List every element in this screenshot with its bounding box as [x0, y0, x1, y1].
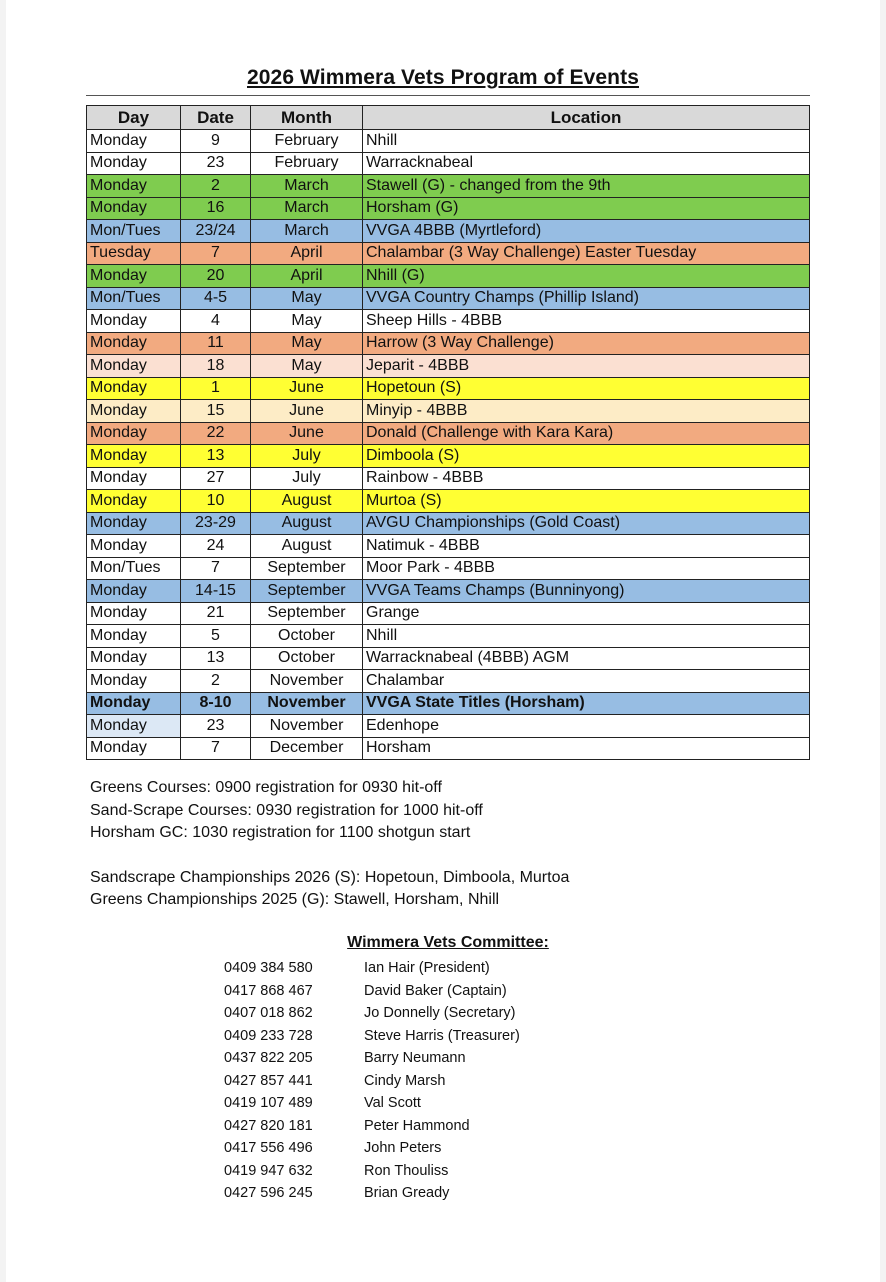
- title-divider: [86, 95, 810, 96]
- table-row: [87, 647, 810, 670]
- cell-location: VVGA State Titles (Horsham): [363, 692, 810, 715]
- cell-day: Monday: [87, 580, 181, 603]
- cell-month: November: [251, 715, 363, 738]
- cell-day: Monday: [87, 445, 181, 468]
- cell-day: Mon/Tues: [87, 220, 181, 243]
- table-row: [87, 490, 810, 513]
- cell-day: Monday: [87, 602, 181, 625]
- table-row: [87, 737, 810, 760]
- cell-date: 4-5: [181, 287, 251, 310]
- committee-member: [224, 1092, 520, 1115]
- member-name: Brian Gready: [364, 1185, 450, 1201]
- cell-date: 13: [181, 445, 251, 468]
- member-name: Ron Thouliss: [364, 1162, 449, 1179]
- table-row: [87, 467, 810, 490]
- cell-date: 8-10: [181, 692, 251, 715]
- cell-date: 9: [181, 130, 251, 153]
- cell-location: Nhill (G): [363, 265, 810, 288]
- member-name: David Baker (Captain): [364, 982, 507, 999]
- cell-month: November: [251, 692, 363, 715]
- cell-day: Monday: [87, 355, 181, 378]
- cell-location: Murtoa (S): [363, 490, 810, 513]
- member-name: Val Scott: [364, 1095, 421, 1111]
- cell-date: 14-15: [181, 580, 251, 603]
- cell-date: 16: [181, 197, 251, 220]
- cell-date: 7: [181, 737, 251, 760]
- cell-month: October: [251, 647, 363, 670]
- cell-month: April: [251, 265, 363, 288]
- events-table: [86, 105, 810, 760]
- cell-date: 24: [181, 535, 251, 558]
- table-row: [87, 377, 810, 400]
- cell-month: June: [251, 377, 363, 400]
- member-name: Cindy Marsh: [364, 1072, 446, 1089]
- table-row: [87, 625, 810, 648]
- cell-month: May: [251, 355, 363, 378]
- cell-date: 23: [181, 152, 251, 175]
- cell-day: Monday: [87, 625, 181, 648]
- member-name: Jo Donnelly (Secretary): [364, 1005, 516, 1021]
- cell-day: Monday: [87, 310, 181, 333]
- table-row: [87, 242, 810, 265]
- cell-date: 23-29: [181, 512, 251, 535]
- table-row: [87, 715, 810, 738]
- cell-location: Stawell (G) - changed from the 9th: [363, 175, 810, 198]
- committee-member: [224, 1002, 520, 1025]
- cell-date: 20: [181, 265, 251, 288]
- member-phone: 0409 233 728: [224, 1027, 313, 1044]
- committee-member: [224, 1115, 520, 1138]
- cell-date: 1: [181, 377, 251, 400]
- cell-month: August: [251, 512, 363, 535]
- cell-date: 2: [181, 175, 251, 198]
- cell-day: Monday: [87, 332, 181, 355]
- cell-day: Monday: [87, 535, 181, 558]
- cell-day: Mon/Tues: [87, 557, 181, 580]
- cell-month: August: [251, 535, 363, 558]
- cell-date: 2: [181, 670, 251, 693]
- table-row: [87, 512, 810, 535]
- cell-month: July: [251, 467, 363, 490]
- cell-day: Tuesday: [87, 242, 181, 265]
- cell-day: Monday: [87, 467, 181, 490]
- member-phone: 0427 820 181: [224, 1117, 313, 1134]
- table-row: [87, 332, 810, 355]
- note-sand-scrape-courses: Sand-Scrape Courses: 0930 registration for 1000 hit-off: [90, 801, 483, 819]
- cell-location: Chalambar: [363, 670, 810, 693]
- cell-location: Jeparit - 4BBB: [363, 355, 810, 378]
- table-header-row: [87, 106, 810, 130]
- notes-spacer: [90, 845, 569, 867]
- cell-date: 15: [181, 400, 251, 423]
- events-table-body: [87, 130, 810, 760]
- member-phone: 0407 018 862: [224, 1005, 313, 1021]
- cell-day: Monday: [87, 715, 181, 738]
- committee-title: Wimmera Vets Committee:: [347, 934, 549, 951]
- cell-location: Moor Park - 4BBB: [363, 557, 810, 580]
- cell-day: Monday: [87, 670, 181, 693]
- note-sandscrape-championships: Sandscrape Championships 2026 (S): Hopetoun, Dimboola, Murtoa: [90, 868, 570, 886]
- cell-day: Monday: [87, 400, 181, 423]
- committee-member: [224, 1070, 520, 1093]
- table-row: [87, 400, 810, 423]
- table-row: [87, 355, 810, 378]
- cell-month: June: [251, 422, 363, 445]
- member-name: Barry Neumann: [364, 1050, 466, 1066]
- cell-location: Natimuk - 4BBB: [363, 535, 810, 558]
- table-row: [87, 602, 810, 625]
- cell-day: Monday: [87, 647, 181, 670]
- cell-date: 10: [181, 490, 251, 513]
- member-name: John Peters: [364, 1140, 442, 1156]
- cell-month: November: [251, 670, 363, 693]
- cell-month: July: [251, 445, 363, 468]
- member-phone: 0419 107 489: [224, 1095, 313, 1111]
- cell-date: 7: [181, 557, 251, 580]
- cell-location: Rainbow - 4BBB: [363, 467, 810, 490]
- cell-location: Donald (Challenge with Kara Kara): [363, 422, 810, 445]
- cell-date: 23/24: [181, 220, 251, 243]
- member-phone: 0417 556 496: [224, 1140, 313, 1156]
- member-phone: 0427 596 245: [224, 1185, 313, 1201]
- cell-location: VVGA Teams Champs (Bunninyong): [363, 580, 810, 603]
- cell-day: Monday: [87, 377, 181, 400]
- note-greens-championships: Greens Championships 2025 (G): Stawell, Horsham, Nhill: [90, 891, 500, 908]
- cell-month: September: [251, 557, 363, 580]
- committee-member: [224, 1047, 520, 1070]
- cell-location: Chalambar (3 Way Challenge) Easter Tuesday: [363, 242, 810, 265]
- table-row: [87, 287, 810, 310]
- committee-member: [224, 980, 520, 1003]
- committee-member: [224, 957, 520, 980]
- table-row: [87, 152, 810, 175]
- cell-date: 22: [181, 422, 251, 445]
- cell-date: 5: [181, 625, 251, 648]
- cell-month: March: [251, 175, 363, 198]
- cell-day: Monday: [87, 175, 181, 198]
- cell-date: 21: [181, 602, 251, 625]
- cell-location: Horsham (G): [363, 197, 810, 220]
- note-greens-courses: Greens Courses: 0900 registration for 0930 hit-off: [90, 779, 442, 796]
- cell-location: Harrow (3 Way Challenge): [363, 332, 810, 355]
- cell-day: Mon/Tues: [87, 287, 181, 310]
- cell-month: September: [251, 602, 363, 625]
- cell-location: Nhill: [363, 130, 810, 153]
- cell-location: Sheep Hills - 4BBB: [363, 310, 810, 333]
- note-horsham-gc: Horsham GC: 1030 registration for 1100 shotgun start: [90, 824, 471, 841]
- header-date: Date: [181, 106, 251, 130]
- table-row: [87, 692, 810, 715]
- table-row: [87, 130, 810, 153]
- cell-date: 13: [181, 647, 251, 670]
- member-phone: 0409 384 580: [224, 960, 313, 976]
- header-location: Location: [363, 106, 810, 130]
- table-row: [87, 310, 810, 333]
- cell-month: May: [251, 287, 363, 310]
- cell-day: Monday: [87, 152, 181, 175]
- member-name: Ian Hair (President): [364, 960, 490, 976]
- committee-member: [224, 1137, 520, 1160]
- cell-day: Monday: [87, 130, 181, 153]
- cell-month: October: [251, 625, 363, 648]
- cell-location: VVGA Country Champs (Phillip Island): [363, 287, 810, 310]
- member-phone: 0419 947 632: [224, 1162, 313, 1179]
- cell-date: 4: [181, 310, 251, 333]
- cell-date: 11: [181, 332, 251, 355]
- table-row: [87, 175, 810, 198]
- cell-location: Warracknabeal (4BBB) AGM: [363, 647, 810, 670]
- cell-date: 23: [181, 715, 251, 738]
- table-row: [87, 580, 810, 603]
- cell-month: April: [251, 242, 363, 265]
- table-row: [87, 197, 810, 220]
- table-row: [87, 535, 810, 558]
- cell-location: Dimboola (S): [363, 445, 810, 468]
- committee-member: [224, 1182, 520, 1205]
- table-row: [87, 265, 810, 288]
- cell-month: May: [251, 332, 363, 355]
- cell-month: February: [251, 130, 363, 153]
- document-title: 2026 Wimmera Vets Program of Events: [247, 66, 639, 89]
- cell-location: Hopetoun (S): [363, 377, 810, 400]
- cell-location: Edenhope: [363, 715, 810, 738]
- cell-date: 18: [181, 355, 251, 378]
- cell-month: February: [251, 152, 363, 175]
- committee-member: [224, 1160, 520, 1183]
- cell-month: September: [251, 580, 363, 603]
- cell-day: Monday: [87, 422, 181, 445]
- cell-month: March: [251, 197, 363, 220]
- member-phone: 0427 857 441: [224, 1072, 313, 1089]
- table-row: [87, 557, 810, 580]
- cell-month: June: [251, 400, 363, 423]
- header-day: Day: [87, 106, 181, 130]
- table-row: [87, 422, 810, 445]
- member-name: Steve Harris (Treasurer): [364, 1027, 520, 1044]
- cell-location: AVGU Championships (Gold Coast): [363, 512, 810, 535]
- cell-date: 27: [181, 467, 251, 490]
- member-phone: 0437 822 205: [224, 1050, 313, 1066]
- committee-member: [224, 1025, 520, 1048]
- cell-month: December: [251, 737, 363, 760]
- member-name: Peter Hammond: [364, 1117, 470, 1134]
- cell-day: Monday: [87, 737, 181, 760]
- cell-location: Horsham: [363, 737, 810, 760]
- cell-location: Warracknabeal: [363, 152, 810, 175]
- table-row: [87, 670, 810, 693]
- cell-location: VVGA 4BBB (Myrtleford): [363, 220, 810, 243]
- cell-day: Monday: [87, 197, 181, 220]
- header-month: Month: [251, 106, 363, 130]
- cell-date: 7: [181, 242, 251, 265]
- table-row: [87, 445, 810, 468]
- committee-list: [224, 957, 520, 1205]
- cell-day: Monday: [87, 490, 181, 513]
- cell-month: May: [251, 310, 363, 333]
- cell-location: Minyip - 4BBB: [363, 400, 810, 423]
- cell-day: Monday: [87, 692, 181, 715]
- cell-day: Monday: [87, 512, 181, 535]
- cell-location: Nhill: [363, 625, 810, 648]
- cell-month: August: [251, 490, 363, 513]
- table-row: [87, 220, 810, 243]
- notes-section: [90, 777, 569, 912]
- cell-month: March: [251, 220, 363, 243]
- cell-day: Monday: [87, 265, 181, 288]
- member-phone: 0417 868 467: [224, 982, 313, 999]
- cell-location: Grange: [363, 602, 810, 625]
